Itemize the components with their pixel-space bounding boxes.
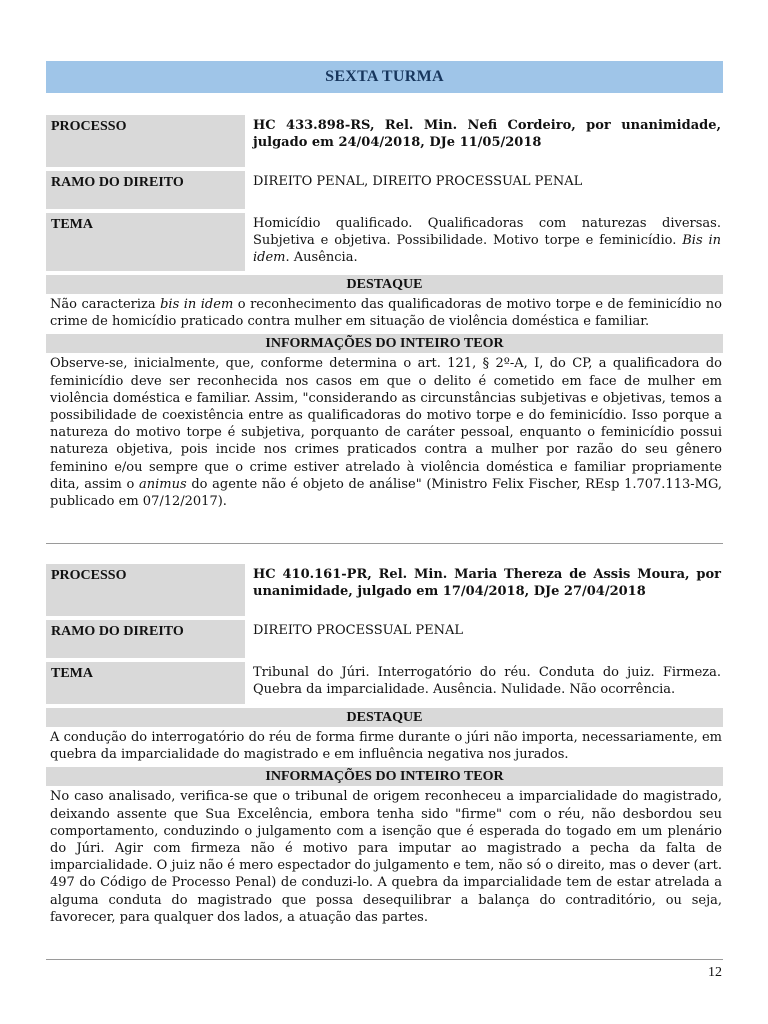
case-entry-1 [46, 115, 723, 510]
case-entry-2 [46, 564, 723, 926]
destaque-heading: DESTAQUE [46, 708, 723, 727]
ramo-row [46, 171, 723, 209]
processo-label: PROCESSO [46, 564, 245, 616]
destaque-heading: DESTAQUE [46, 275, 723, 294]
processo-row [46, 564, 723, 616]
processo-value: HC 433.898-RS, Rel. Min. Nefi Cordeiro, por unanimidade, julgado em 24/04/2018, DJe 11/05/2018 [253, 118, 721, 150]
tema-value: Tribunal do Júri. Interrogatório do réu. Conduta do juiz. Firmeza. Quebra da imparcialidade. Ausência. Nulidade. Não ocorrência. [253, 665, 721, 697]
tema-row [46, 213, 723, 271]
ramo-value: DIREITO PENAL, DIREITO PROCESSUAL PENAL [253, 174, 583, 189]
processo-value: HC 410.161-PR, Rel. Min. Maria Thereza de Assis Moura, por unanimidade, julgado em 17/04/2018, DJe 27/04/2018 [253, 567, 721, 599]
ramo-label: RAMO DO DIREITO [46, 620, 245, 658]
tema-label: TEMA [46, 213, 245, 271]
tema-row [46, 662, 723, 704]
section-banner [46, 61, 723, 93]
page-number: 12 [708, 965, 722, 980]
ramo-label: RAMO DO DIREITO [46, 171, 245, 209]
processo-label: PROCESSO [46, 115, 245, 167]
tema-value: Homicídio qualificado. Qualificadoras com naturezas diversas. Subjetiva e objetiva. Possibilidade. Motivo torpe e feminicídio. Bis in idem. Ausência. [253, 216, 722, 265]
destaque-text: Não caracteriza bis in idem o reconhecimento das qualificadoras de motivo torpe e de feminicídio no crime de homicídio praticado contra mulher em situação de violência doméstica e familiar. [50, 297, 722, 330]
ramo-row [46, 620, 723, 658]
inteiro-teor-heading: INFORMAÇÕES DO INTEIRO TEOR [46, 767, 723, 786]
inteiro-teor-text: Observe-se, inicialmente, que, conforme determina o art. 121, § 2º-A, I, do CP, a qualificadora do feminicídio deve ser reconhecida nos casos em que o delito é cometido em face de mulher em violência doméstica e familiar. Assim, "considerando as circunstâncias subjetivas e objetivas, temos a possibilidade de coexistência entre as qualificadoras do motivo torpe e do feminicídio. Isso porque a natureza do motivo torpe é subjetiva, porquanto de caráter pessoal, enquanto o feminicídio possui natureza objetiva, pois incide nos crimes praticados contra a mulher por razão do seu gênero feminino e/ou sempre que o crime estiver atrelado à violência doméstica e familiar propriamente dita, assim o animus do agente não é objeto de análise" (Ministro Felix Fischer, REsp 1.707.113-MG, publicado em 07/12/2017). [50, 356, 723, 510]
footer-rule [46, 959, 723, 960]
tema-label: TEMA [46, 662, 245, 704]
section-title: SEXTA TURMA [325, 68, 444, 85]
inteiro-teor-heading: INFORMAÇÕES DO INTEIRO TEOR [46, 334, 723, 353]
processo-row [46, 115, 723, 167]
entry-divider [46, 543, 723, 544]
inteiro-teor-text: No caso analisado, verifica-se que o tribunal de origem reconheceu a imparcialidade do magistrado, deixando assente que Sua Excelência, embora tenha sido "firme" com o réu, não desbordou seu comportamento, conduzindo o julgamento com a isenção que é esperada do togado em um plenário do Júri. Agir com firmeza não é motivo para imputar ao magistrado a pecha da falta de imparcialidade. O juiz não é mero espectador do julgamento e tem, não só o direito, mas o dever (art. 497 do Código de Processo Penal) de conduzi-lo. A quebra da imparcialidade tem de estar atrelada a alguma conduta do magistrado que possa desequilibrar a balança do contraditório, ou seja, favorecer, para qualquer dos lados, a atuação das partes. [50, 789, 722, 925]
destaque-text: A condução do interrogatório do réu de forma firme durante o júri não importa, necessariamente, em quebra da imparcialidade do magistrado e em influência negativa nos jurados. [50, 730, 722, 763]
ramo-value: DIREITO PROCESSUAL PENAL [253, 623, 463, 638]
